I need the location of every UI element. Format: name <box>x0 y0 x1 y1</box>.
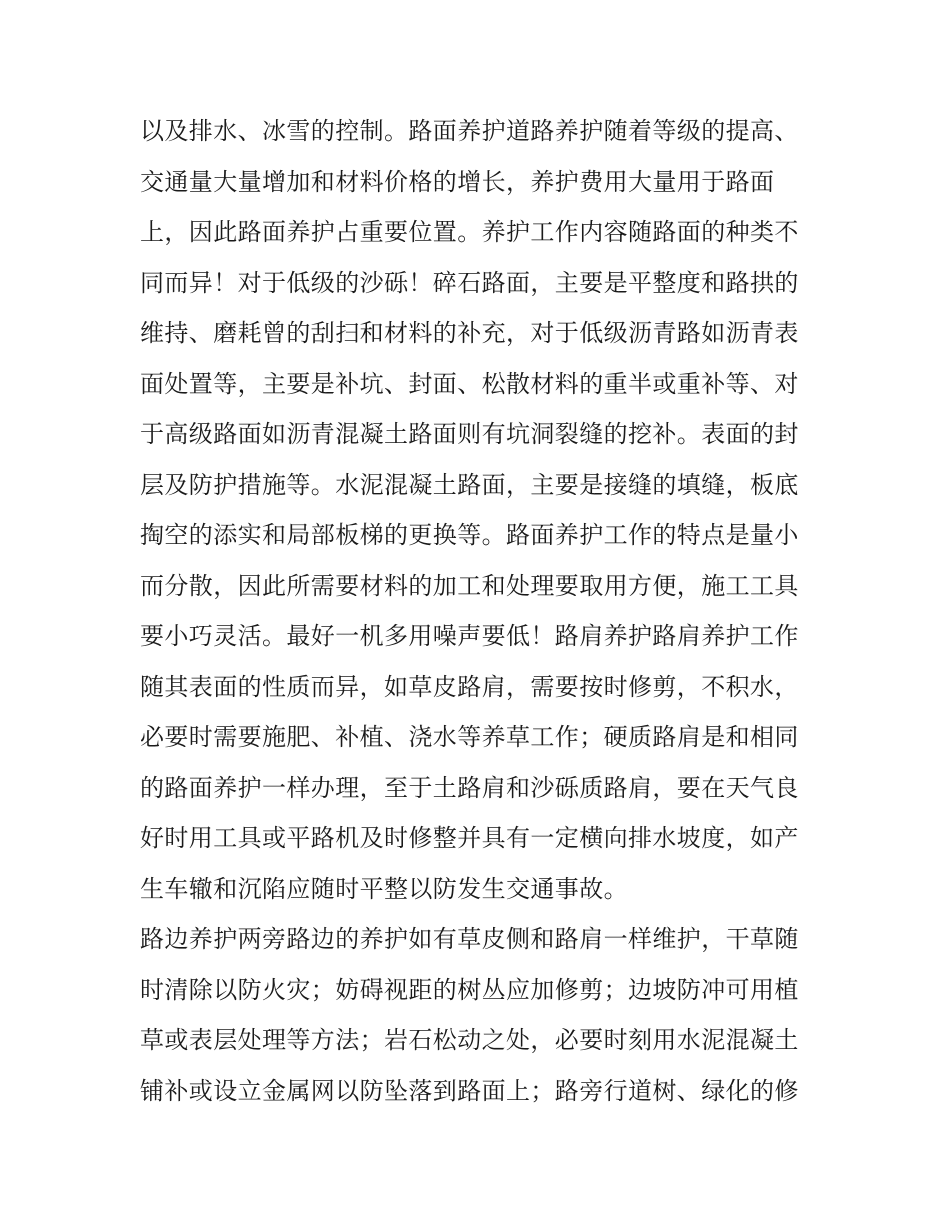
text-line: 而分散，因此所需要材料的加工和处理要取用方便，施工工具 <box>140 571 799 600</box>
text-line: 交通量大量增加和材料价格的增长，养护费用大量用于路面 <box>140 167 775 196</box>
text-line: 要小巧灵活。最好一机多用噪声要低！路肩养护路肩养护工作 <box>140 622 799 650</box>
text-line: 上，因此路面养护占重要位置。养护工作内容随路面的种类不 <box>140 218 799 246</box>
body-text <box>140 106 820 1116</box>
text-line: 维持、磨耗曾的刮扫和材料的补充，对于低级沥青路如沥青表 <box>140 319 799 347</box>
text-line: 生车辙和沉陷应随时平整以防发生交通事故。 <box>140 874 628 903</box>
text-line: 层及防护措施等。水泥混凝土路面，主要是接缝的填缝，板底 <box>140 470 799 499</box>
text-line: 面处置等，主要是补坑、封面、松散材料的重半或重补等、对 <box>140 369 799 398</box>
text-line: 必要时需要施肥、补植、浇水等养草工作；硬质路肩是和相同 <box>140 723 799 751</box>
text-line: 的路面养护一样办理，至于土路肩和沙砾质路肩，要在天气良 <box>140 773 799 802</box>
text-line: 草或表层处理等方法；岩石松动之处，必要时刻用水泥混凝土 <box>140 1026 799 1054</box>
text-line: 铺补或设立金属网以防坠落到路面上；路旁行道树、绿化的修 <box>140 1076 799 1105</box>
text-line: 随其表面的性质而异，如草皮路肩，需要按时修剪，不积水， <box>140 672 799 701</box>
text-line: 好时用工具或平路机及时修整并具有一定横向排水坡度，如产 <box>140 824 799 852</box>
text-line: 于高级路面如沥青混凝土路面则有坑洞裂缝的挖补。表面的封 <box>140 420 799 448</box>
text-line: 路边养护两旁路边的养护如有草皮侧和路肩一样维护，干草随 <box>140 925 799 953</box>
text-line: 掏空的添实和局部板梯的更换等。路面养护工作的特点是量小 <box>140 521 799 549</box>
text-line: 时清除以防火灾；妨碍视距的树丛应加修剪；边坡防冲可用植 <box>140 975 799 1004</box>
text-line: 同而异！对于低级的沙砾！碎石路面，主要是平整度和路拱的 <box>140 268 799 297</box>
text-line: 以及排水、冰雪的控制。路面养护道路养护随着等级的提高、 <box>140 117 799 145</box>
